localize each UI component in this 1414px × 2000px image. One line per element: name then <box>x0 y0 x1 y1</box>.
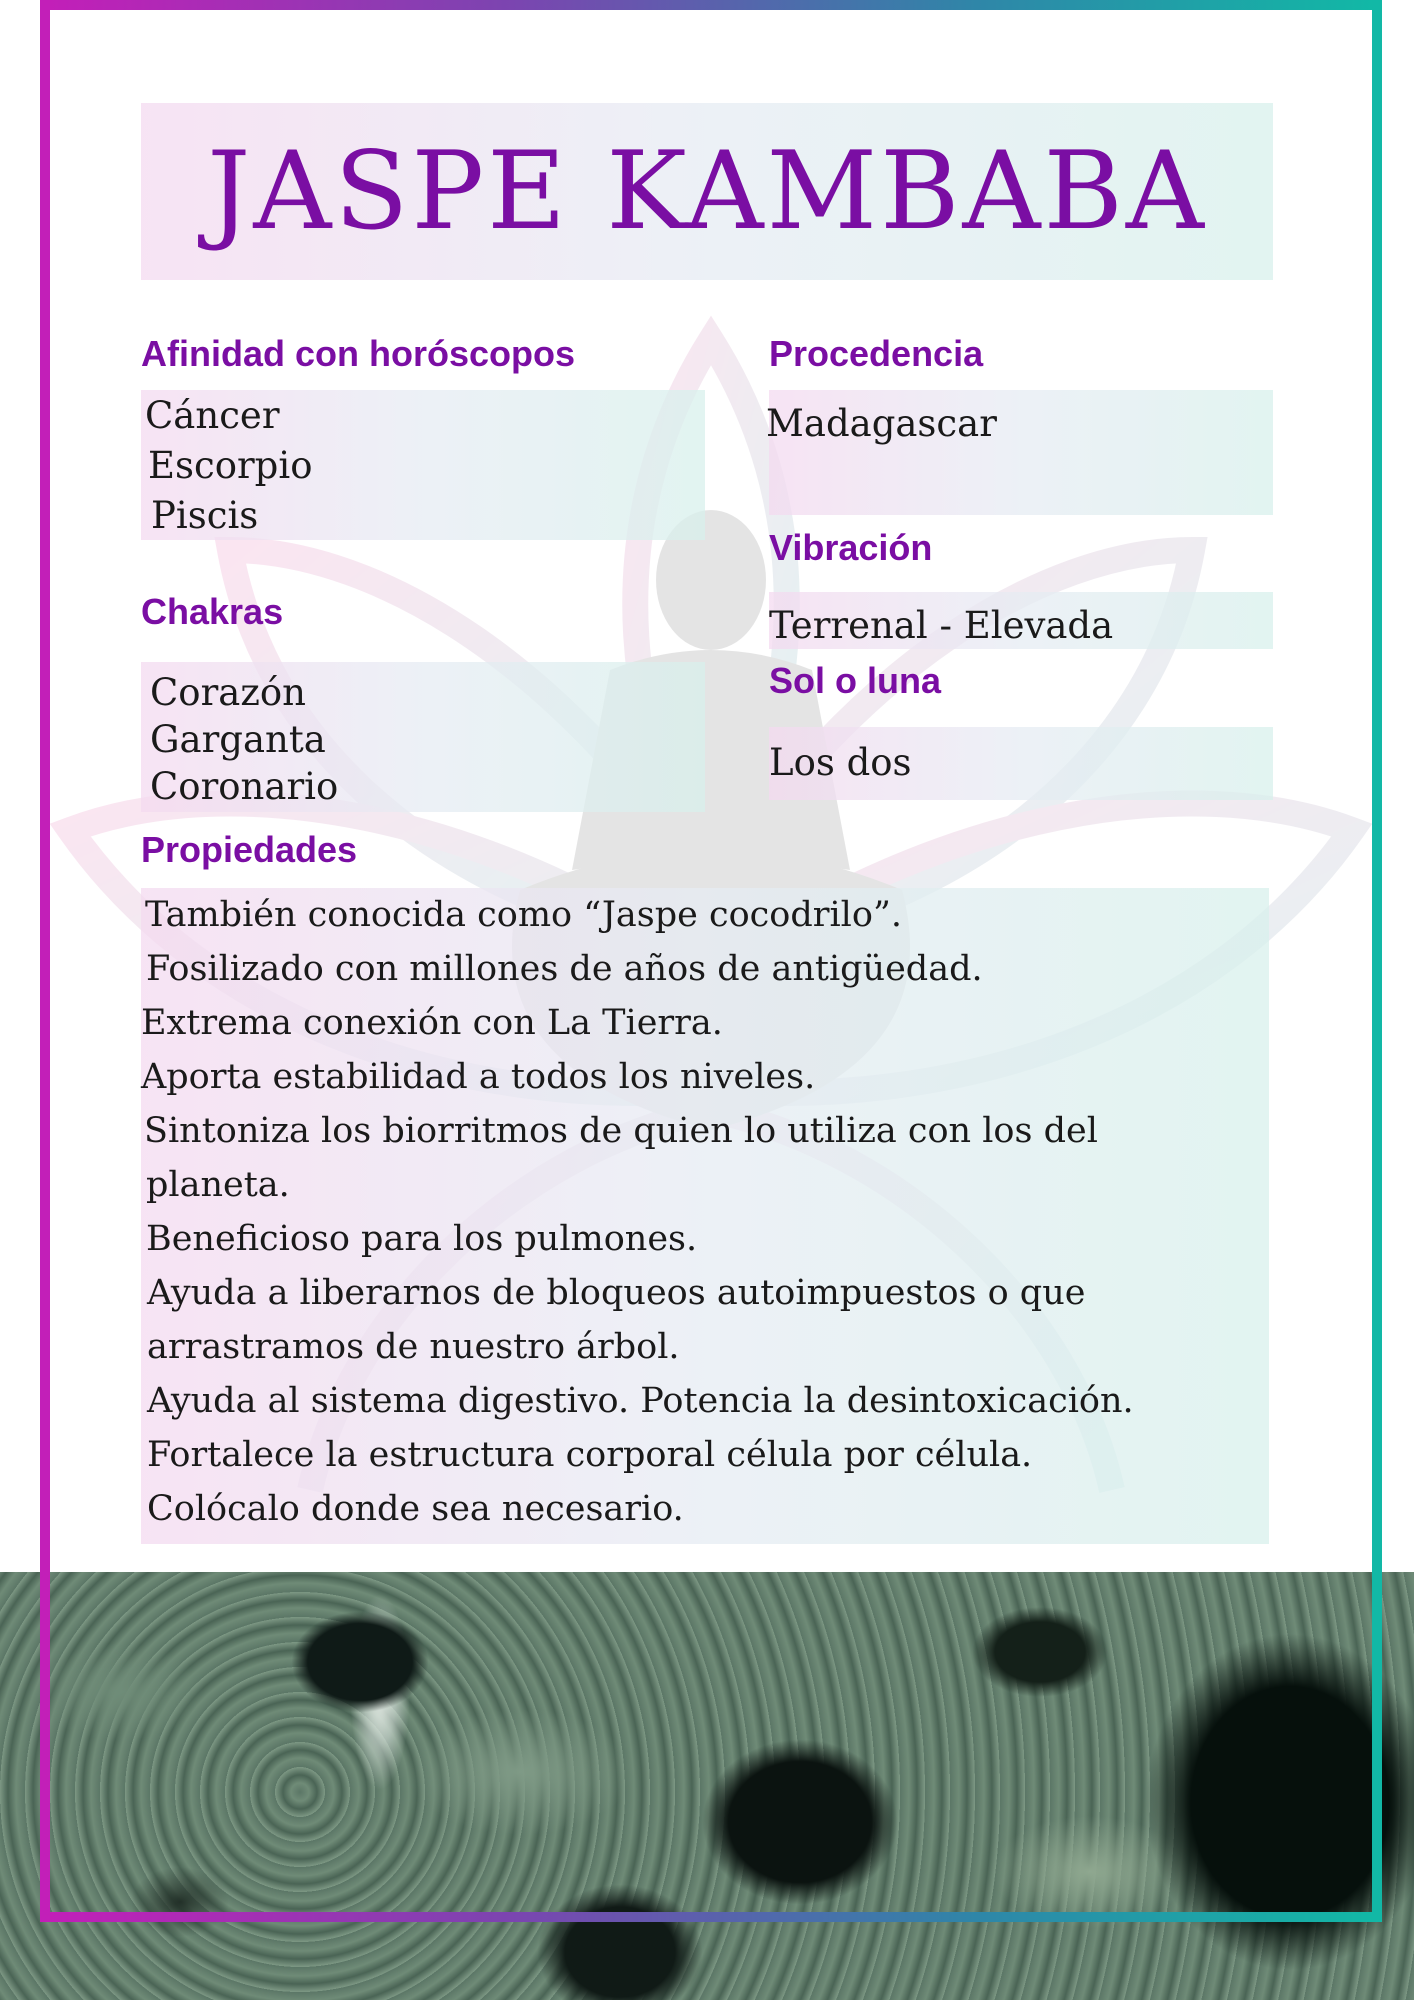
property-line: Colócalo donde sea necesario. <box>147 1489 684 1529</box>
chakra-item: Corazón <box>150 671 306 714</box>
property-line: Fortalece la estructura corporal célula por célula. <box>147 1435 1033 1475</box>
property-line: Sintoniza los biorritmos de quien lo utiliza con los del <box>144 1111 1098 1151</box>
chakra-item: Garganta <box>150 718 326 761</box>
property-line: Aporta estabilidad a todos los niveles. <box>141 1057 816 1097</box>
horoscope-item: Piscis <box>151 494 259 537</box>
horoscope-heading: Afinidad con horóscopos <box>141 333 576 374</box>
property-line: Beneficioso para los pulmones. <box>146 1219 698 1259</box>
property-line: También conocida como “Jaspe cocodrilo”. <box>145 895 902 935</box>
vibration-heading: Vibración <box>769 527 933 568</box>
properties-heading: Propiedades <box>141 829 358 870</box>
origin-heading: Procedencia <box>769 333 984 374</box>
horoscope-item: Cáncer <box>145 394 280 437</box>
properties-list <box>141 888 1269 1536</box>
origin-value: Madagascar <box>766 402 997 445</box>
vibration-value: Terrenal - Elevada <box>769 604 1114 647</box>
property-line: planeta. <box>146 1165 290 1205</box>
chakra-item: Coronario <box>150 765 339 808</box>
property-line: arrastramos de nuestro árbol. <box>147 1327 680 1367</box>
property-line: Extrema conexión con La Tierra. <box>141 1003 723 1043</box>
sun-moon-heading: Sol o luna <box>769 660 942 701</box>
property-line: Ayuda a liberarnos de bloqueos autoimpuestos o que <box>147 1273 1086 1313</box>
property-line: Fosilizado con millones de años de antigüedad. <box>146 949 983 989</box>
horoscope-item: Escorpio <box>148 444 313 487</box>
chakras-heading: Chakras <box>141 591 284 632</box>
page-title: JASPE KAMBABA <box>207 129 1207 254</box>
property-line: Ayuda al sistema digestivo. Potencia la desintoxicación. <box>147 1381 1134 1421</box>
sun-moon-value: Los dos <box>769 741 912 784</box>
